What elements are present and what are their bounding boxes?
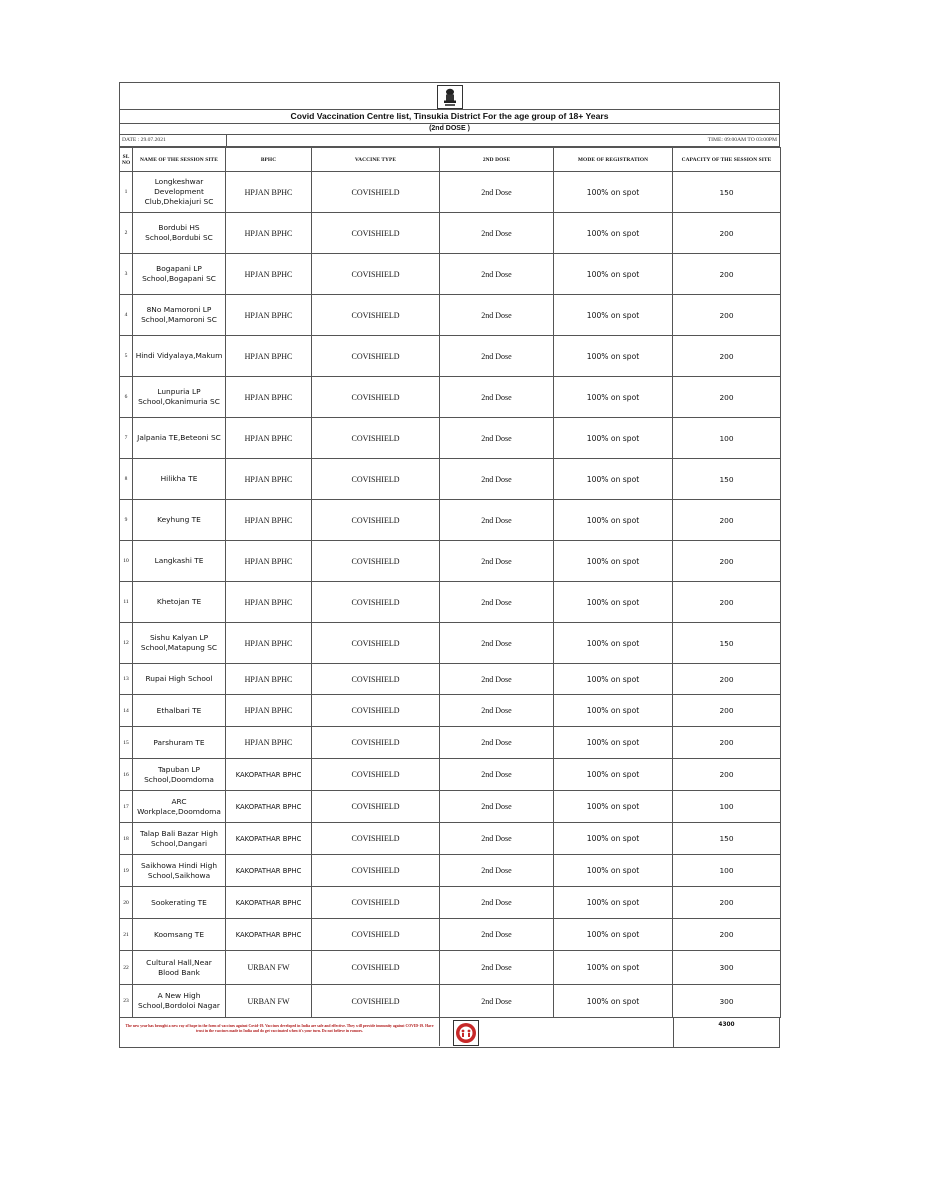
site-name-cell: Hindi Vidyalaya,Makum [133,336,226,377]
site-name-cell: Tapuban LP School,Doomdoma [133,759,226,791]
bphc-cell: HPJAN BPHC [226,172,312,213]
site-name-cell: Sishu Kalyan LP School,Matapung SC [133,623,226,664]
registration-mode-cell: 100% on spot [554,295,673,336]
vaccine-type-cell: COVISHIELD [312,919,440,951]
capacity-cell: 200 [673,759,781,791]
table-row [120,623,781,664]
vaccine-message: The new year has brought a new ray of hope in the form of vaccines against Covid-19. Vaccines developed in India are safe and effective. They will provide immunity against COVID-19. Have trust in the vaccines made in India and do get vaccinated when it's your turn. Do not believe in rumors. [120,1018,440,1046]
vaccine-type-cell: COVISHIELD [312,951,440,985]
table-row [120,336,781,377]
registration-mode-cell: 100% on spot [554,172,673,213]
table-row [120,213,781,254]
site-name-cell: Koomsang TE [133,919,226,951]
capacity-cell: 100 [673,791,781,823]
capacity-cell: 200 [673,919,781,951]
col-header-capacity: CAPACITY OF THE SESSION SITE [673,148,781,172]
registration-mode-cell: 100% on spot [554,759,673,791]
session-time: TIME: 09:00AM TO 03:00PM [707,137,777,143]
dose-cell: 2nd Dose [440,213,554,254]
vaccine-type-cell: COVISHIELD [312,855,440,887]
dose-cell: 2nd Dose [440,418,554,459]
capacity-cell: 150 [673,459,781,500]
table-row [120,985,781,1018]
vaccine-type-cell: COVISHIELD [312,254,440,295]
table-row [120,855,781,887]
bphc-cell: URBAN FW [226,951,312,985]
bphc-cell: KAKOPATHAR BPHC [226,919,312,951]
capacity-cell: 150 [673,172,781,213]
vaccine-type-cell: COVISHIELD [312,727,440,759]
table-row [120,951,781,985]
site-name-cell: Sookerating TE [133,887,226,919]
sl-cell: 3 [120,254,133,295]
dose-cell: 2nd Dose [440,887,554,919]
bphc-cell: HPJAN BPHC [226,418,312,459]
site-name-cell: Ethalbari TE [133,695,226,727]
site-name-cell: Jalpania TE,Beteoni SC [133,418,226,459]
table-row [120,541,781,582]
registration-mode-cell: 100% on spot [554,951,673,985]
dose-cell: 2nd Dose [440,759,554,791]
dose-cell: 2nd Dose [440,791,554,823]
registration-mode-cell: 100% on spot [554,695,673,727]
sl-cell: 7 [120,418,133,459]
registration-mode-cell: 100% on spot [554,791,673,823]
table-row [120,500,781,541]
dose-cell: 2nd Dose [440,985,554,1018]
site-name-cell: Langkashi TE [133,541,226,582]
capacity-cell: 200 [673,336,781,377]
dose-cell: 2nd Dose [440,295,554,336]
sl-cell: 23 [120,985,133,1018]
sl-cell: 5 [120,336,133,377]
table-row [120,418,781,459]
sl-cell: 19 [120,855,133,887]
vaccine-type-cell: COVISHIELD [312,664,440,695]
table-row [120,377,781,418]
site-name-cell: Hilikha TE [133,459,226,500]
table-row [120,759,781,791]
dose-cell: 2nd Dose [440,623,554,664]
site-name-cell: Khetojan TE [133,582,226,623]
table-row [120,727,781,759]
bphc-cell: HPJAN BPHC [226,295,312,336]
dose-cell: 2nd Dose [440,951,554,985]
registration-mode-cell: 100% on spot [554,213,673,254]
bphc-cell: HPJAN BPHC [226,213,312,254]
site-name-cell: Bogapani LP School,Bogapani SC [133,254,226,295]
col-header-sl: SL NO [120,148,133,172]
total-capacity: 4300 [718,1022,735,1028]
bphc-cell: HPJAN BPHC [226,695,312,727]
vaccine-type-cell: COVISHIELD [312,759,440,791]
capacity-cell: 300 [673,951,781,985]
bphc-cell: HPJAN BPHC [226,336,312,377]
capacity-cell: 100 [673,418,781,459]
registration-mode-cell: 100% on spot [554,336,673,377]
table-row [120,172,781,213]
vaccine-type-cell: COVISHIELD [312,985,440,1018]
registration-mode-cell: 100% on spot [554,582,673,623]
bphc-cell: URBAN FW [226,985,312,1018]
registration-mode-cell: 100% on spot [554,254,673,295]
table-row [120,254,781,295]
capacity-cell: 150 [673,623,781,664]
footer [119,1018,780,1048]
bphc-cell: KAKOPATHAR BPHC [226,855,312,887]
capacity-cell: 200 [673,695,781,727]
bphc-cell: HPJAN BPHC [226,582,312,623]
registration-mode-cell: 100% on spot [554,664,673,695]
dose-cell: 2nd Dose [440,541,554,582]
table-row [120,695,781,727]
capacity-cell: 200 [673,727,781,759]
sl-cell: 22 [120,951,133,985]
table-row [120,582,781,623]
dose-cell: 2nd Dose [440,172,554,213]
emblem-row [119,82,780,110]
site-name-cell: Keyhung TE [133,500,226,541]
bphc-cell: HPJAN BPHC [226,541,312,582]
session-date: DATE : 29.07.2021 [122,137,166,143]
site-name-cell: Longkeshwar Development Club,Dhekiajuri SC [133,172,226,213]
capacity-cell: 300 [673,985,781,1018]
capacity-cell: 200 [673,377,781,418]
sl-cell: 11 [120,582,133,623]
vaccine-type-cell: COVISHIELD [312,336,440,377]
vaccine-type-cell: COVISHIELD [312,695,440,727]
capacity-cell: 200 [673,664,781,695]
dose-cell: 2nd Dose [440,582,554,623]
bphc-cell: HPJAN BPHC [226,664,312,695]
vaccine-type-cell: COVISHIELD [312,377,440,418]
capacity-cell: 200 [673,213,781,254]
capacity-cell: 150 [673,823,781,855]
session-table [119,147,781,1018]
site-name-cell: Parshuram TE [133,727,226,759]
dose-cell: 2nd Dose [440,823,554,855]
col-header-dose: 2ND DOSE [440,148,554,172]
registration-mode-cell: 100% on spot [554,377,673,418]
registration-mode-cell: 100% on spot [554,985,673,1018]
col-header-bphc: BPHC [226,148,312,172]
dose-cell: 2nd Dose [440,336,554,377]
vaccine-type-cell: COVISHIELD [312,459,440,500]
capacity-cell: 200 [673,500,781,541]
sl-cell: 8 [120,459,133,500]
registration-mode-cell: 100% on spot [554,887,673,919]
site-name-cell: Rupai High School [133,664,226,695]
capacity-cell: 200 [673,887,781,919]
meta-row [119,135,780,147]
state-emblem-icon [437,85,463,109]
bphc-cell: HPJAN BPHC [226,377,312,418]
site-name-cell: Cultural Hall,Near Blood Bank [133,951,226,985]
table-row [120,459,781,500]
registration-mode-cell: 100% on spot [554,500,673,541]
bphc-cell: HPJAN BPHC [226,459,312,500]
vaccine-type-cell: COVISHIELD [312,541,440,582]
table-body [120,172,781,1018]
sl-cell: 10 [120,541,133,582]
registration-mode-cell: 100% on spot [554,727,673,759]
capacity-cell: 100 [673,855,781,887]
dose-cell: 2nd Dose [440,695,554,727]
dose-cell: 2nd Dose [440,459,554,500]
registration-mode-cell: 100% on spot [554,919,673,951]
sl-cell: 20 [120,887,133,919]
bphc-cell: HPJAN BPHC [226,623,312,664]
col-header-site: NAME OF THE SESSION SITE [133,148,226,172]
sl-cell: 14 [120,695,133,727]
site-name-cell: A New High School,Bordoloi Nagar [133,985,226,1018]
sl-cell: 16 [120,759,133,791]
bphc-cell: HPJAN BPHC [226,500,312,541]
bphc-cell: KAKOPATHAR BPHC [226,823,312,855]
registration-mode-cell: 100% on spot [554,623,673,664]
page-title: Covid Vaccination Centre list, Tinsukia District For the age group of 18+ Years [119,110,780,124]
bphc-cell: HPJAN BPHC [226,254,312,295]
vaccine-type-cell: COVISHIELD [312,623,440,664]
capacity-cell: 200 [673,541,781,582]
table-header-row [120,148,781,172]
dose-cell: 2nd Dose [440,855,554,887]
vaccine-type-cell: COVISHIELD [312,172,440,213]
sl-cell: 12 [120,623,133,664]
dose-cell: 2nd Dose [440,377,554,418]
registration-mode-cell: 100% on spot [554,459,673,500]
table-row [120,823,781,855]
vaccination-sheet [119,82,780,1048]
col-header-vaccine: VACCINE TYPE [312,148,440,172]
meta-divider [226,135,227,146]
registration-mode-cell: 100% on spot [554,855,673,887]
dose-cell: 2nd Dose [440,727,554,759]
capacity-cell: 200 [673,254,781,295]
vaccine-type-cell: COVISHIELD [312,791,440,823]
vaccine-type-cell: COVISHIELD [312,295,440,336]
bphc-cell: KAKOPATHAR BPHC [226,887,312,919]
site-name-cell: Talap Bali Bazar High School,Dangari [133,823,226,855]
capacity-cell: 200 [673,582,781,623]
sl-cell: 9 [120,500,133,541]
registration-mode-cell: 100% on spot [554,541,673,582]
col-header-mode: MODE OF REGISTRATION [554,148,673,172]
sl-cell: 1 [120,172,133,213]
vaccine-type-cell: COVISHIELD [312,582,440,623]
table-row [120,664,781,695]
sl-cell: 21 [120,919,133,951]
vaccine-type-cell: COVISHIELD [312,823,440,855]
dose-cell: 2nd Dose [440,664,554,695]
vaccine-type-cell: COVISHIELD [312,887,440,919]
table-row [120,295,781,336]
sl-cell: 15 [120,727,133,759]
sl-cell: 17 [120,791,133,823]
vaccine-type-cell: COVISHIELD [312,500,440,541]
table-row [120,791,781,823]
site-name-cell: Saikhowa Hindi High School,Saikhowa [133,855,226,887]
health-logo-icon [453,1020,479,1046]
bphc-cell: KAKOPATHAR BPHC [226,791,312,823]
page-subtitle: (2nd DOSE ) [119,124,780,135]
vaccine-type-cell: COVISHIELD [312,213,440,254]
sl-cell: 13 [120,664,133,695]
dose-cell: 2nd Dose [440,500,554,541]
site-name-cell: ARC Workplace,Doomdoma [133,791,226,823]
site-name-cell: Bordubi HS School,Bordubi SC [133,213,226,254]
site-name-cell: Lunpuria LP School,Okanimuria SC [133,377,226,418]
site-name-cell: 8No Mamoroni LP School,Mamoroni SC [133,295,226,336]
capacity-cell: 200 [673,295,781,336]
sl-cell: 2 [120,213,133,254]
sl-cell: 4 [120,295,133,336]
dose-cell: 2nd Dose [440,919,554,951]
sl-cell: 6 [120,377,133,418]
registration-mode-cell: 100% on spot [554,418,673,459]
registration-mode-cell: 100% on spot [554,823,673,855]
table-row [120,887,781,919]
sl-cell: 18 [120,823,133,855]
vaccine-type-cell: COVISHIELD [312,418,440,459]
bphc-cell: HPJAN BPHC [226,727,312,759]
table-row [120,919,781,951]
dose-cell: 2nd Dose [440,254,554,295]
bphc-cell: KAKOPATHAR BPHC [226,759,312,791]
